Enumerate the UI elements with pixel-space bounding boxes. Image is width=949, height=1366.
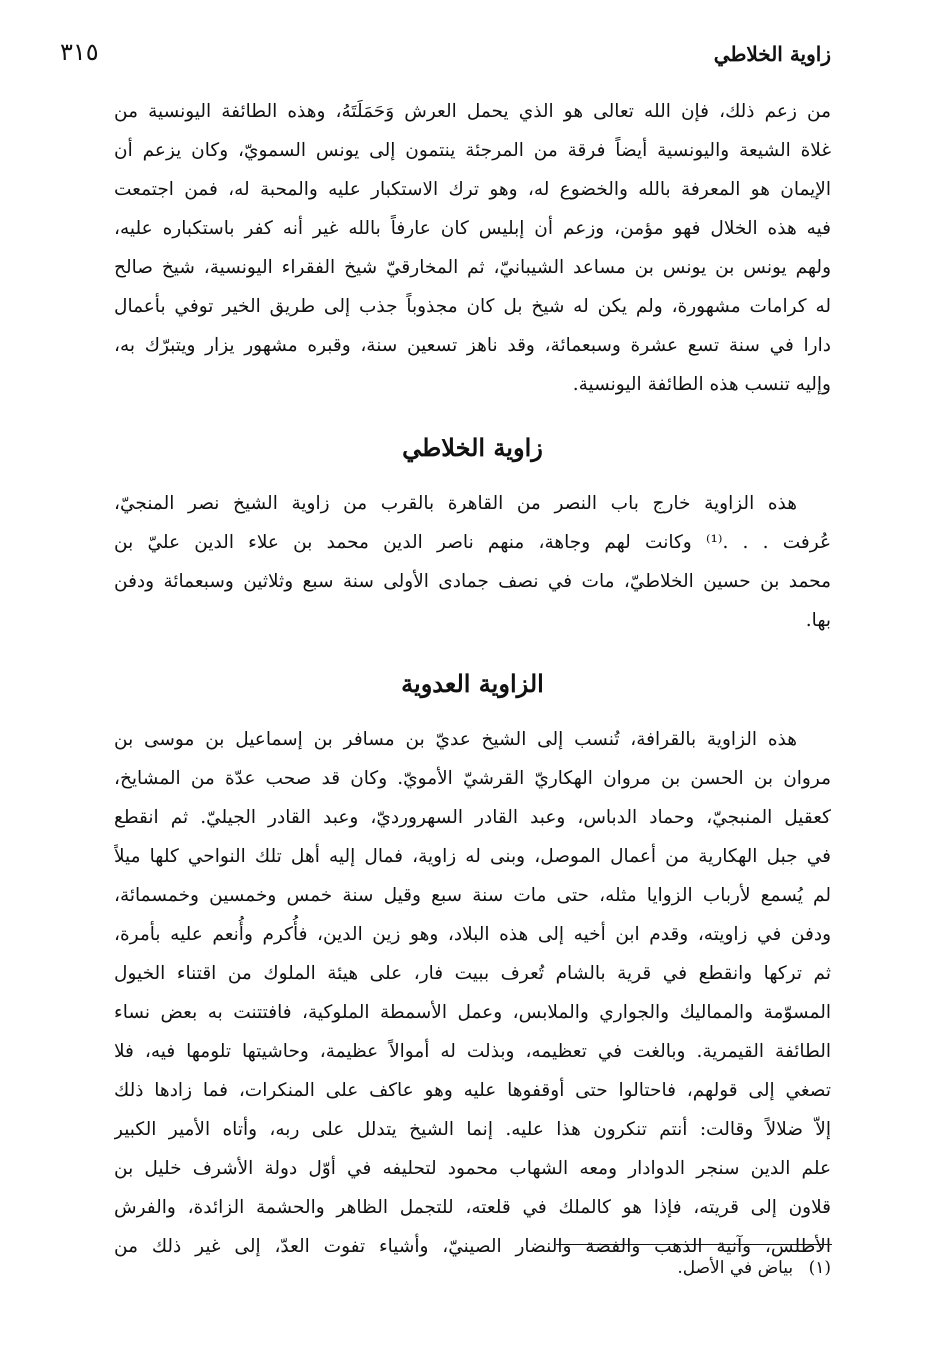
body-text xyxy=(114,92,831,1266)
text-line: عُرفت . . .⁽¹⁾ وكانت لهم وجاهة، منهم ناصر الدين محمد بن علاء الدين عليّ بن xyxy=(114,532,831,553)
text-line: قلاون إلى قريته، فإذا هو كالملك في قلعته، للتجمل الظاهر والحشمة الزائدة، والفرش xyxy=(114,1197,831,1218)
text-line: ولهم يونس بن يونس بن مساعد الشيبانيّ، ثم المخارقيّ شيخ الفقراء اليونسية، شيخ صالح xyxy=(114,257,831,278)
text-line: كعقيل المنبجيّ، وحماد الدباس، وعبد القادر السهرورديّ، وعبد القادر الجيليّ. ثم انقطع xyxy=(114,807,831,828)
text-line: دارا في سنة تسع عشرة وسبعمائة، وقد ناهز تسعين سنة، وقبره مشهور يزار ويتبرّك به، xyxy=(114,335,831,356)
text-line: من زعم ذلك، فإن الله تعالى هو الذي يحمل العرش وَحَمَلَتَهُ، وهذه الطائفة اليونسية من xyxy=(114,101,831,122)
footnote-text: بياض في الأصل. xyxy=(677,1258,794,1278)
footnote xyxy=(677,1258,831,1278)
running-head-title: زاوية الخلاطي xyxy=(713,42,831,66)
text-line: المسوّمة والمماليك والجواري والملابس، وعمل الأسمطة الملوكية، فافتتنت به بعض نساء xyxy=(114,1002,831,1023)
text-line: فيه هذه الخلال فهو مؤمن، وزعم أن إبليس كان عارفاً بالله غير أنه كفر باستكباره عليه، xyxy=(114,218,831,239)
text-line: علم الدين سنجر الدوادار ومعه الشهاب محمود لتحليفه في أوّل دولة الأشرف خليل بن xyxy=(114,1158,831,1179)
text-line: ثم تركها وانقطع في قرية بالشام تُعرف ببيت فار، على هيئة الملوك من اقتناء الخيول xyxy=(114,963,831,984)
text-line: مروان بن الحسن بن مروان الهكاريّ القرشيّ الأمويّ. وكان قد صحب عدّة من المشايخ، xyxy=(114,768,831,789)
text-line: إلاّ ضلالاً وقالت: أنتم تنكرون هذا عليه. إنما الشيخ يتدلل على ربه، وأتاه الأمير الكبير xyxy=(114,1119,831,1140)
text-line: هذه الزاوية خارج باب النصر من القاهرة بالقرب من زاوية الشيخ نصر المنجيّ، xyxy=(114,493,797,514)
text-line: في جبل الهكارية من أعمال الموصل، وبنى له زاوية، فمال إليه أهل تلك النواحي كلها ميلاً xyxy=(114,846,831,867)
page-number: ٣١٥ xyxy=(60,38,99,66)
text-line: تصغي إلى قولهم، فاحتالوا حتى أوقفوها عليه وهو عاكف على المنكرات، فما زادها ذلك xyxy=(114,1080,831,1101)
footnote-number: (١) xyxy=(808,1258,831,1278)
section-heading-adawiya: الزاوية العدوية xyxy=(401,669,544,698)
text-line: له كرامات مشهورة، ولم يكن له شيخ بل كان مجذوباً جذب إلى طريق الخير توفي بأعمال xyxy=(114,296,831,317)
text-line: غلاة الشيعة واليونسية أيضاً فرقة من المرجئة ينتمون إلى يونس السمويّ، وكان يزعم أن xyxy=(114,140,831,161)
text-line: الأطلس، وآنية الذهب والفضة والنضار الصينيّ، وأشياء تفوت العدّ، إلى غير ذلك من xyxy=(114,1236,831,1257)
text-line: هذه الزاوية بالقرافة، تُنسب إلى الشيخ عديّ بن مسافر بن إسماعيل بن موسى بن xyxy=(114,729,797,750)
text-line: وإليه تنسب هذه الطائفة اليونسية. xyxy=(572,374,831,395)
text-line: بها. xyxy=(805,610,831,631)
footnote-divider xyxy=(556,1244,832,1245)
text-line: لم يُسمع لأرباب الزوايا مثله، حتى مات سنة سبع وقيل سنة خمس وخمسين وخمسمائة، xyxy=(114,885,831,906)
text-line: محمد بن حسين الخلاطيّ، مات في نصف جمادى الأولى سنة سبع وثلاثين وسبعمائة ودفن xyxy=(114,571,831,592)
running-head xyxy=(60,38,831,78)
text-line: الطائفة القيمرية. وبالغت في تعظيمه، وبذلت له أموالاً عظيمة، وحاشيتها تلومها فيه، فلا xyxy=(114,1041,831,1062)
text-line: الإيمان هو المعرفة بالله والخضوع له، وهو ترك الاستكبار عليه والمحبة له، فمن اجتمعت xyxy=(114,179,831,200)
section-heading-khalati: زاوية الخلاطي xyxy=(402,433,543,462)
text-line: ودفن في زاويته، وقدم ابن أخيه إلى هذه البلاد، وهو زين الدين، فأُكرم وأُنعم عليه بأمرة، xyxy=(114,924,831,945)
